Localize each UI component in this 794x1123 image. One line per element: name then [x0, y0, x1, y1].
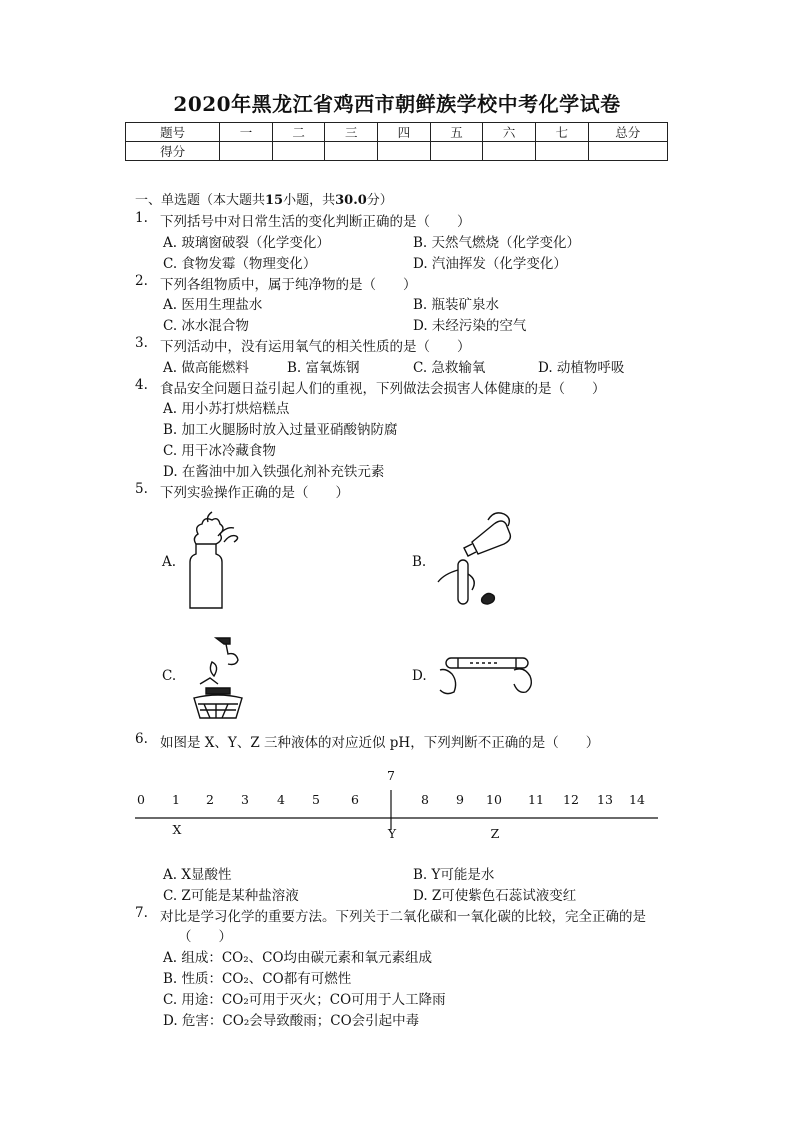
section-count: 15 — [265, 193, 284, 208]
question-stem: 下列实验操作正确的是（ ） — [160, 485, 349, 501]
option-c: C. Z可能是某种盐溶液 — [163, 888, 299, 904]
option-b: B. 加工火腿肠时放入过量亚硝酸钠防腐 — [163, 422, 398, 438]
score-table-score-row — [126, 142, 668, 161]
ph-tick-label: 4 — [277, 792, 285, 807]
section-mid: 小题，共 — [283, 193, 336, 208]
question-stem: 下列活动中，没有运用氧气的相关性质的是（ ） — [160, 339, 471, 355]
option-c: C. 用途：CO₂可用于灭火；CO可用于人工降雨 — [163, 992, 446, 1008]
ph-scale-diagram — [0, 760, 794, 850]
option-c: C. 食物发霉（物理变化） — [163, 256, 317, 272]
ph-tick-label: 13 — [597, 792, 613, 807]
section-heading — [135, 189, 393, 208]
option-a: A. 医用生理盐水 — [163, 297, 263, 313]
question-number: 2. — [135, 273, 148, 289]
ph-marker-y: Y — [387, 826, 397, 841]
score-table — [125, 122, 668, 161]
option-a: A. 玻璃窗破裂（化学变化） — [163, 235, 330, 251]
ph-tick-label: 10 — [486, 792, 502, 807]
option-a: A. 用小苏打烘焙糕点 — [163, 401, 290, 417]
ph-tick-label: 1 — [172, 792, 180, 807]
option-d: D. 在酱油中加入铁强化剂补充铁元素 — [163, 464, 385, 480]
question-stem: 食品安全问题日益引起人们的重视，下列做法会损害人体健康的是（ ） — [160, 381, 606, 397]
question-number: 6. — [135, 731, 148, 747]
option-d: D. 危害：CO₂会导致酸雨；CO会引起中毒 — [163, 1013, 420, 1029]
option-a: A. 组成：CO₂、CO均由碳元素和氧元素组成 — [163, 950, 433, 966]
option-c: C. — [162, 668, 177, 684]
option-b: B. 瓶装矿泉水 — [413, 297, 500, 313]
pouring-test-tube-illustration — [432, 510, 522, 610]
score-cell: 一 — [220, 123, 273, 142]
score-cell: 总分 — [588, 123, 667, 142]
ph-tick-label: 7 — [387, 768, 395, 783]
alcohol-lamp-illustration — [186, 632, 256, 722]
page-title: 2020年黑龙江省鸡西市朝鲜族学校中考化学试卷 — [173, 92, 621, 116]
section-suffix: 分） — [366, 193, 393, 208]
question-stem: 下列各组物质中，属于纯净物的是（ ） — [160, 277, 417, 293]
option-d: D. Z可使紫色石蕊试液变红 — [413, 888, 577, 904]
option-d: D. 未经污染的空气 — [413, 318, 527, 334]
score-input-cell — [535, 142, 588, 161]
section-prefix: 一、单选题（本大题共 — [135, 193, 266, 208]
score-input-cell — [588, 142, 667, 161]
option-b: B. — [412, 554, 427, 570]
ph-tick-label: 11 — [528, 792, 544, 807]
score-input-cell — [378, 142, 431, 161]
option-b: B. 富氧炼钢 — [287, 360, 360, 376]
question-stem: 如图是 X、Y、Z 三种液体的对应近似 pH，下列判断不正确的是（ ） — [160, 735, 600, 751]
ph-marker-x: X — [172, 822, 182, 837]
score-cell: 二 — [272, 123, 325, 142]
ph-tick-label: 0 — [137, 792, 145, 807]
ph-tick-label: 9 — [456, 792, 464, 807]
question-number: 1. — [135, 210, 148, 226]
score-cell: 五 — [430, 123, 483, 142]
option-b: B. Y可能是水 — [413, 867, 495, 883]
score-input-cell — [430, 142, 483, 161]
question-number: 4. — [135, 377, 148, 393]
bottle-smell-illustration — [180, 510, 240, 612]
score-cell: 七 — [535, 123, 588, 142]
score-input-cell — [325, 142, 378, 161]
score-input-cell — [220, 142, 273, 161]
question-stem: 对比是学习化学的重要方法。下列关于二氧化碳和一氧化碳的比较，完全正确的是 — [160, 909, 646, 925]
option-b: B. 性质：CO₂、CO都有可燃性 — [163, 971, 352, 987]
option-d: D. — [412, 668, 427, 684]
option-d: D. 动植物呼吸 — [538, 360, 625, 376]
score-input-cell — [483, 142, 536, 161]
score-cell: 三 — [325, 123, 378, 142]
option-a: A. X显酸性 — [163, 867, 232, 883]
question-number: 7. — [135, 905, 148, 921]
score-cell: 六 — [483, 123, 536, 142]
question-stem: 下列括号中对日常生活的变化判断正确的是（ ） — [160, 214, 471, 230]
question-number: 5. — [135, 481, 148, 497]
ph-tick-label: 6 — [351, 792, 359, 807]
ph-tick-label: 5 — [312, 792, 320, 807]
score-table-header-row — [126, 123, 668, 142]
score-cell: 得分 — [126, 142, 220, 161]
question-number: 3. — [135, 335, 148, 351]
ph-marker-z: Z — [490, 826, 500, 841]
option-d: D. 汽油挥发（化学变化） — [413, 256, 567, 272]
ph-tick-label: 3 — [241, 792, 249, 807]
ph-tick-label: 2 — [206, 792, 214, 807]
option-c: C. 冰水混合物 — [163, 318, 249, 334]
question-stem-continued: （ ） — [178, 929, 232, 945]
option-c: C. 用干冰冷藏食物 — [163, 443, 276, 459]
heating-test-tube-illustration — [436, 650, 536, 700]
score-cell: 题号 — [126, 123, 220, 142]
option-b: B. 天然气燃烧（化学变化） — [413, 235, 581, 251]
ph-tick-label: 12 — [563, 792, 579, 807]
ph-tick-label: 8 — [421, 792, 429, 807]
score-cell: 四 — [378, 123, 431, 142]
option-c: C. 急救输氧 — [413, 360, 486, 376]
score-input-cell — [272, 142, 325, 161]
option-a: A. — [162, 554, 177, 570]
option-a: A. 做高能燃料 — [163, 360, 249, 376]
ph-tick-label: 14 — [629, 792, 645, 807]
section-points: 30.0 — [335, 193, 367, 208]
